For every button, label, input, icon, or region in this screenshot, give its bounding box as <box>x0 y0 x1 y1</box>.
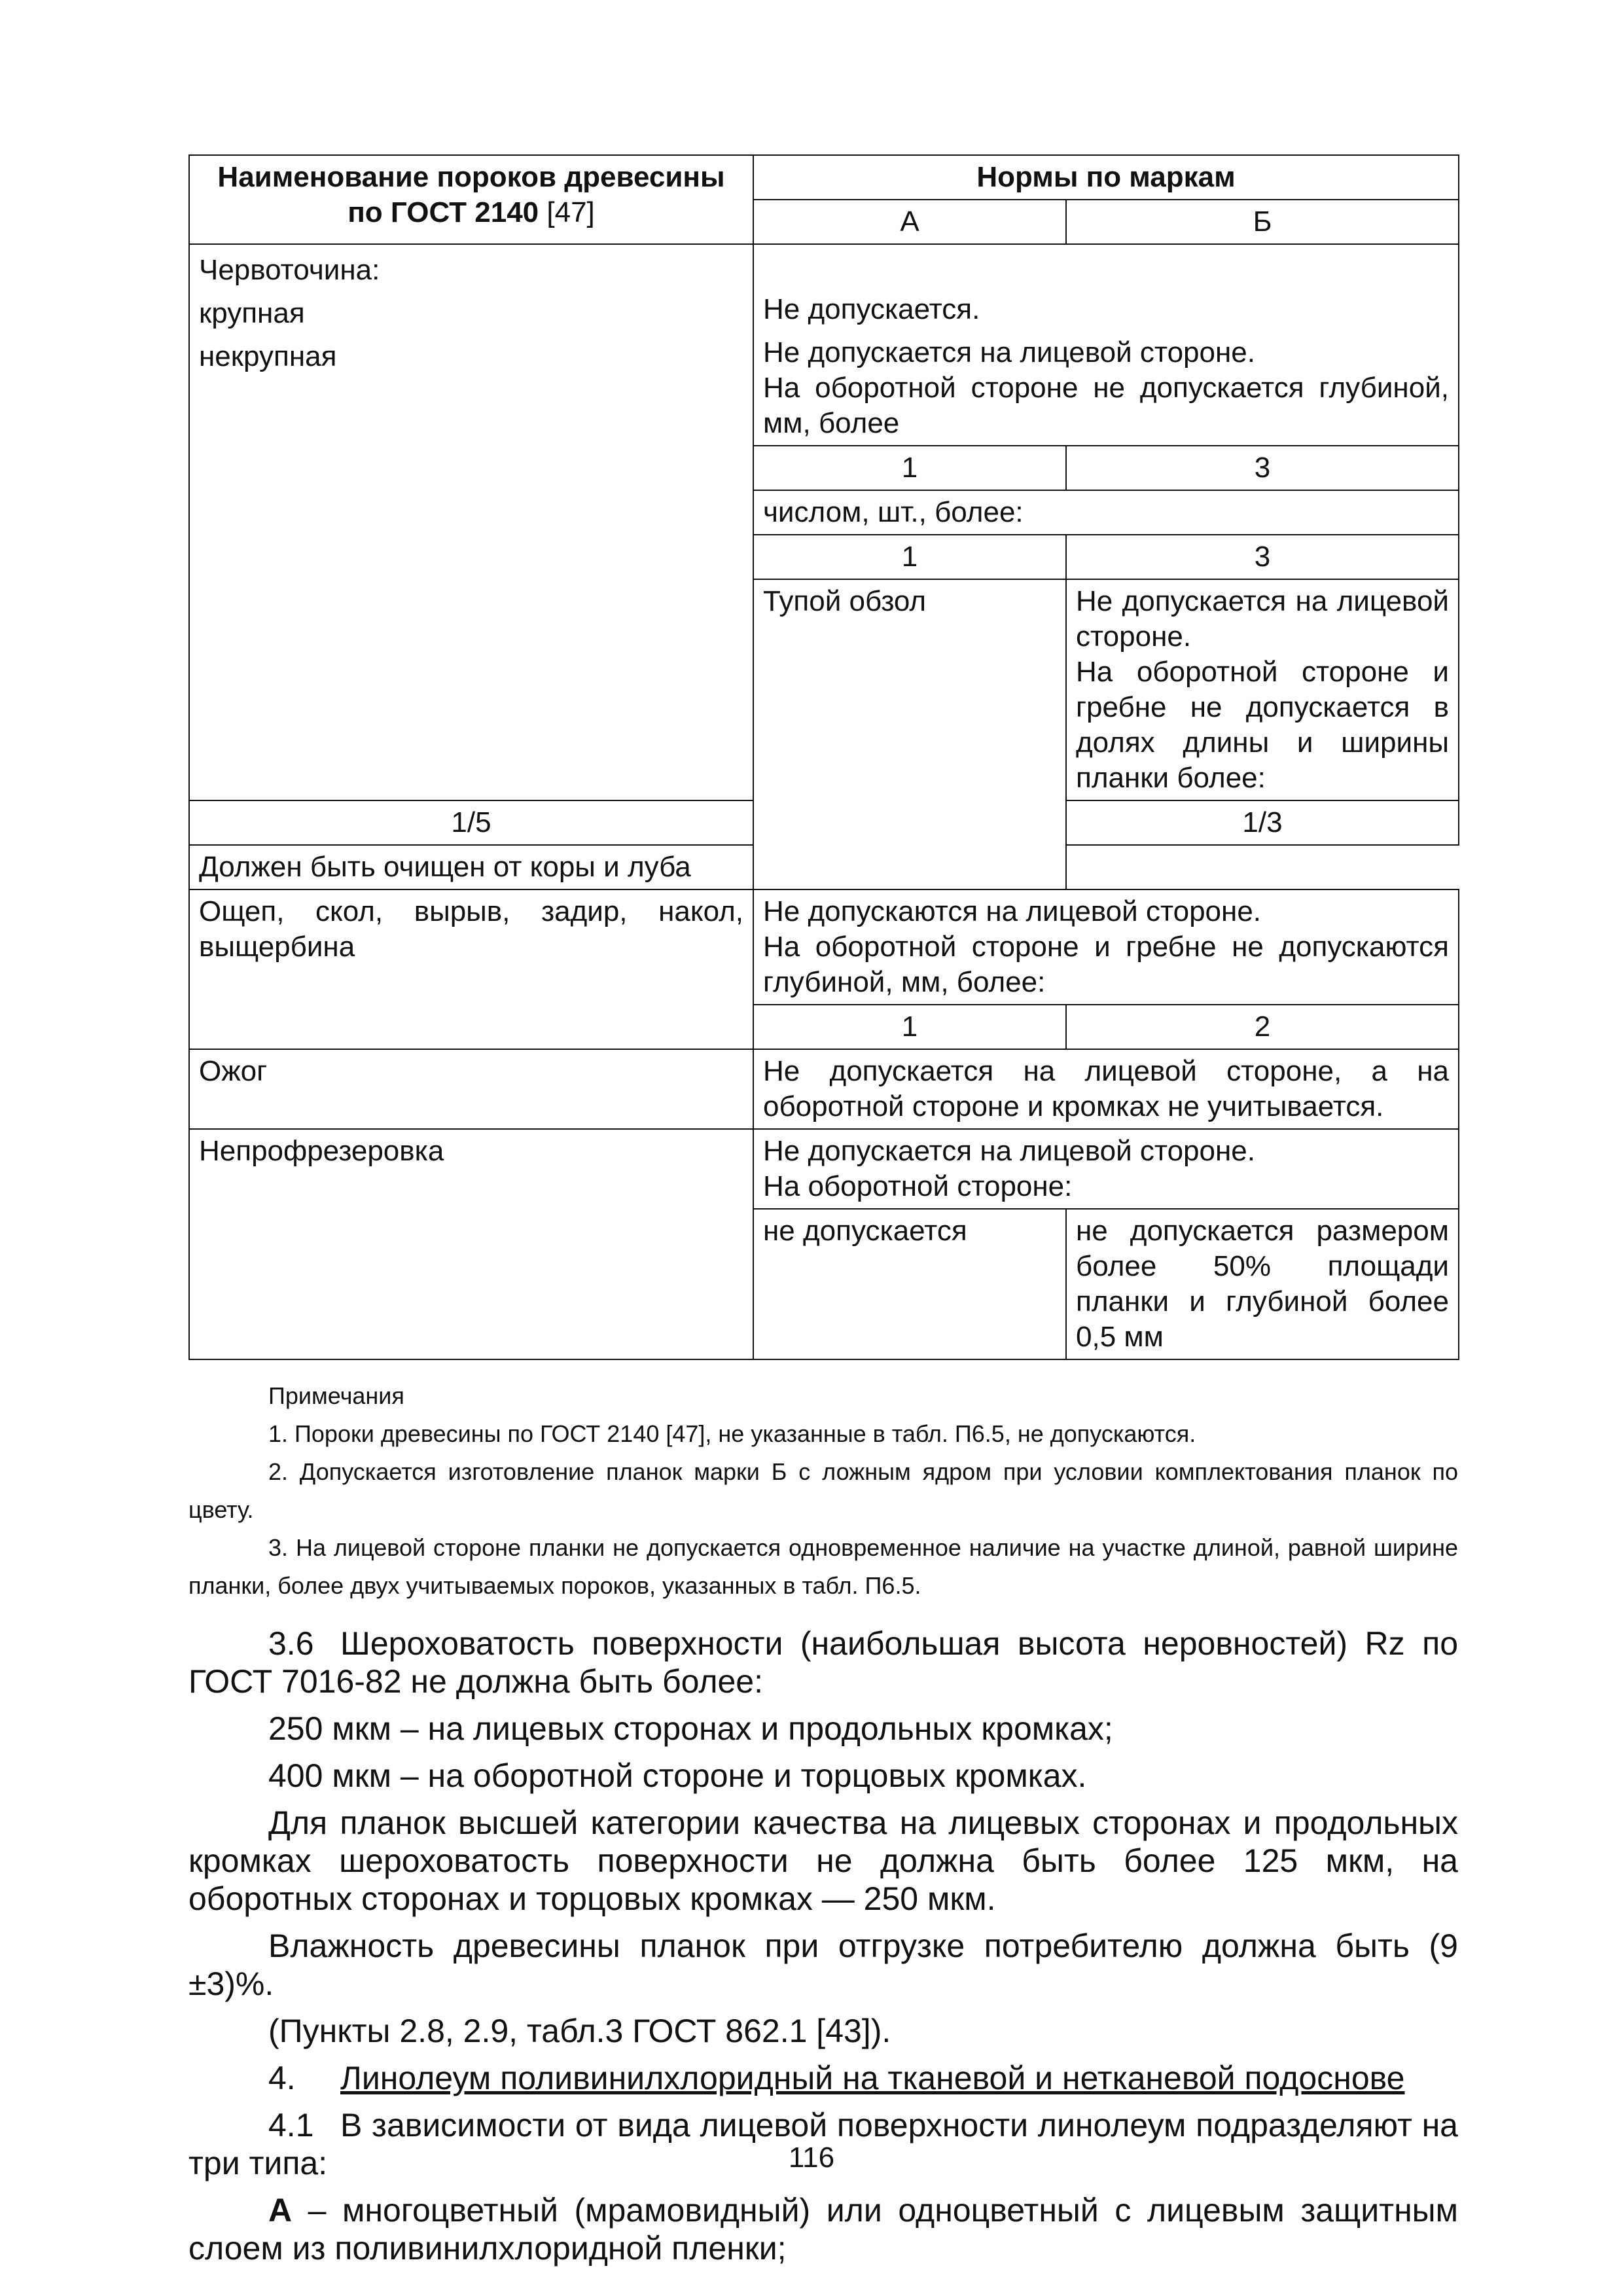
worm-count-a: 1 <box>753 535 1066 579</box>
paragraph-250: 250 мкм – на лицевых сторонах и продольных кромках; <box>268 1710 1113 1747</box>
table-row-chip <box>189 889 1459 1005</box>
unmilled-value-a: не допускается <box>753 1209 1066 1359</box>
table-row-wane-note <box>189 845 1459 889</box>
defect-burn: Ожог <box>189 1049 753 1129</box>
paragraph-3-6: 3.6 Шероховатость поверхности (наибольшая высота неровностей) Rz по ГОСТ 7016-82 не должна быть более: <box>188 1625 1458 1700</box>
wane-note: Должен быть очищен от коры и луба <box>189 845 1066 889</box>
table-row-unmilled <box>189 1129 1459 1209</box>
worm-count-label: числом, шт., более: <box>753 490 1459 535</box>
chip-value-b: 2 <box>1066 1005 1459 1049</box>
header-norms: Нормы по маркам <box>753 155 1459 200</box>
page-content <box>188 154 1458 2276</box>
notes-title: Примечания <box>268 1382 404 1409</box>
note-item: 1. Пороки древесины по ГОСТ 2140 [47], не указанные в табл. П6.5, не допускаются. <box>268 1420 1196 1447</box>
norm-worm: Не допускается. Не допускается на лицевой стороне. На оборотной стороне не допускается глубиной, мм, более <box>753 244 1459 446</box>
defect-wane: Тупой обзол <box>753 579 1066 889</box>
header-mark-a: А <box>753 200 1066 244</box>
norm-wane: Не допускается на лицевой стороне. На оборотной стороне и гребне не допускается в долях длины и ширины планки более: <box>1066 579 1459 800</box>
page-number: 116 <box>788 2142 835 2174</box>
worm-count-b: 3 <box>1066 535 1459 579</box>
paragraph-humidity: Влажность древесины планок при отгрузке потребителю должна быть (9 ±3)%. <box>188 1928 1458 2002</box>
paragraph-type-a: А – многоцветный (мрамовидный) или одноцветный с лицевым защитным слоем из поливинилхлоридной пленки; <box>188 2192 1458 2267</box>
chip-value-a: 1 <box>753 1005 1066 1049</box>
note-item: 3. На лицевой стороне планки не допускается одновременное наличие на участке длиной, равной ширине планки, более двух учитываемых пороков, указанных в табл. П6.5. <box>188 1534 1458 1599</box>
unmilled-value-b: не допускается размером более 50% площади планки и глубиной более 0,5 мм <box>1066 1209 1459 1359</box>
paragraph-400: 400 мкм – на оборотной стороне и торцовых кромках. <box>268 1757 1087 1794</box>
norm-chip: Не допускаются на лицевой стороне. На оборотной стороне и гребне не допускаются глубиной, мм, более: <box>753 889 1459 1005</box>
wane-value-b: 1/3 <box>1066 800 1459 845</box>
table-row-burn <box>189 1049 1459 1129</box>
paragraph-high-category: Для планок высшей категории качества на лицевых сторонах и продольных кромках шероховатость поверхности не должна быть более 125 мкм, на оборотных сторонах и торцовых кромках — 250 мкм. <box>188 1804 1458 1917</box>
wane-value-a: 1/5 <box>189 800 753 845</box>
norm-burn: Не допускается на лицевой стороне, а на оборотной стороне и кромках не учитывается. <box>753 1049 1459 1129</box>
note-item: 2. Допускается изготовление планок марки Б с ложным ядром при условии комплектования планок по цвету. <box>188 1458 1458 1523</box>
wood-defects-table <box>188 154 1459 1360</box>
table-header-row <box>189 155 1459 200</box>
table-notes <box>188 1377 1458 1605</box>
paragraph-reference: (Пункты 2.8, 2.9, табл.3 ГОСТ 862.1 [43]). <box>268 2013 891 2049</box>
header-defect-name: Наименование пороков древесины по ГОСТ 2140 [47] <box>189 155 753 244</box>
table-row-worm <box>189 244 1459 446</box>
section-4-heading: 4. Линолеум поливинилхлоридный на тканевой и нетканевой подоснове <box>268 2060 1405 2096</box>
defect-worm: Червоточина: крупная некрупная <box>189 244 753 800</box>
worm-depth-a: 1 <box>753 446 1066 490</box>
defect-unmilled: Непрофрезеровка <box>189 1129 753 1359</box>
norm-unmilled: Не допускается на лицевой стороне. На оборотной стороне: <box>753 1129 1459 1209</box>
header-mark-b: Б <box>1066 200 1459 244</box>
defect-chip: Ощеп, скол, вырыв, задир, накол, выщербина <box>189 889 753 1049</box>
worm-depth-b: 3 <box>1066 446 1459 490</box>
paragraph-4-1: 4.1 В зависимости от вида лицевой поверхности линолеум подразделяют на три типа: <box>188 2107 1458 2181</box>
